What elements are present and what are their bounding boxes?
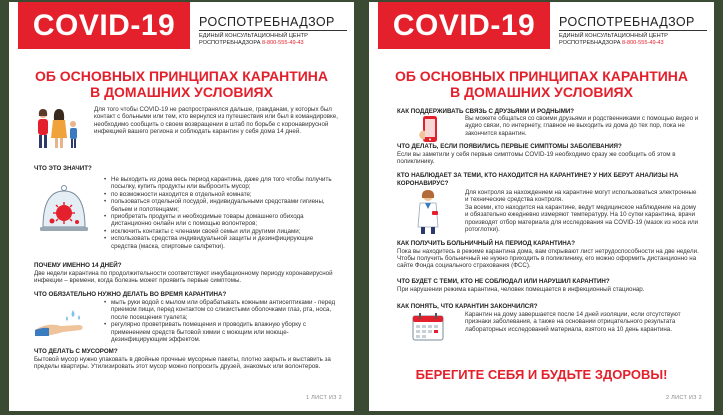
section-text: Бытовой мусор нужно упаковать в двойные прочные мусорные пакеты, плотно закрыть и выставить за пределы квартиры. Утилизировать этот мусор можно попросить друзей, знакомых или волонтеров. <box>34 355 331 370</box>
quarantine-rules-list <box>104 176 340 250</box>
section-text: Две недели карантина по продолжительности соответствуют инкубационному периоду коронавирусной инфекции – времени, когда болезнь может проявить первые симптомы. <box>34 269 333 284</box>
contact-line-2 <box>559 40 664 46</box>
section-heading: КАК ПОЛУЧИТЬ БОЛЬНИЧНЫЙ НА ПЕРИОД КАРАНТИНА? <box>397 240 575 247</box>
section-must-do-heading: ЧТО ОБЯЗАТЕЛЬНО НУЖНО ДЕЛАТЬ ВО ВРЕМЯ КАРАНТИНА? <box>34 291 227 298</box>
page-2 <box>369 2 714 411</box>
hand-soap-illustration <box>33 308 91 338</box>
section-text: Если вы заметили у себя первые симптомы COVID-19 необходимо сразу же сообщить об этом в поликлинику. <box>397 150 676 165</box>
covid-logo: COVID-19 <box>378 2 550 49</box>
list-item: • использовать средства индивидуальной защиты и дезинфицирующие средства (маска, спиртовые салфетки). <box>104 235 340 250</box>
list-item: • Не выходить из дома весь период карантина, даже для того чтобы получить посылку, купить продукты или выбросить мусор; <box>104 176 340 191</box>
org-name: РОСПОТРЕБНАДЗОР <box>199 15 335 29</box>
page-title <box>9 68 354 100</box>
section-why-14-days <box>34 262 340 284</box>
section-monitoring-heading: КТО НАБЛЮДАЕТ ЗА ТЕМИ, КТО НАХОДИТСЯ НА КАРАНТИНЕ? У НИХ БЕРУТ АНАЛИЗЫ НА КОРОНАВИРУС? <box>397 172 679 187</box>
section-text: Пока вы находитесь в режиме карантина дома, вам открывают лист нетрудоспособности на две недели. Чтобы получить больничный не нужно приходить в поликлинику, его можно оформить дистанционно на сайте Фонда социального страхования (ФСС). <box>397 247 699 270</box>
page-header <box>9 2 354 52</box>
smartphone-icon <box>417 115 443 145</box>
list-item: • исключить контакты с членами своей семьи или другими лицами; <box>104 228 340 235</box>
section-garbage <box>34 348 340 370</box>
section-heading: ЧТО БУДЕТ С ТЕМИ, КТО НЕ СОБЛЮДАЛ ИЛИ НАРУШИЛ КАРАНТИН? <box>397 278 610 285</box>
title-line-1: ОБ ОСНОВНЫХ ПРИНЦИПАХ КАРАНТИНА <box>394 68 689 84</box>
header-divider <box>559 30 707 31</box>
calendar-icon <box>411 312 445 342</box>
contact-line-1: ЕДИНЫЙ КОНСУЛЬТАЦИОННЫЙ ЦЕНТР <box>559 33 668 39</box>
title-line-2: В ДОМАШНИХ УСЛОВИЯХ <box>90 84 273 100</box>
section-heading: ЧТО ДЕЛАТЬ С МУСОРОМ? <box>34 348 118 355</box>
list-item: • приобретать продукты и необходимые товары домашнего обихода дистанционно онлайн или с помощью волонтеров; <box>104 213 340 228</box>
contact-line-2 <box>199 40 304 46</box>
section-text: Вы можете общаться со своими друзьями и родственниками с помощью видео и аудио связи, по интернету, главное не выходить из дома до тех пор, пока не закончится карантин. <box>465 115 699 137</box>
title-line-1: ОБ ОСНОВНЫХ ПРИНЦИПАХ КАРАНТИНА <box>34 68 329 84</box>
page-footer: 1 ЛИСТ ИЗ 2 <box>306 395 342 401</box>
section-contact-heading: КАК ПОДДЕРЖИВАТЬ СВЯЗЬ С ДРУЗЬЯМИ И РОДНЫМИ? <box>397 108 575 115</box>
section-text-2: За всеми, кто находится на карантине, ведут медицинское наблюдение на дому и обязательно ежедневно измеряют температуру. На 10 сутки карантина, врачи производят отбор материала для исследования на COVID-19 (мазок из носа или ротоглотки). <box>465 204 699 234</box>
page-footer: 2 ЛИСТ ИЗ 2 <box>666 395 702 401</box>
contact-line-1: ЕДИНЫЙ КОНСУЛЬТАЦИОННЫЙ ЦЕНТР <box>199 33 308 39</box>
contact-org: РОСПОТРЕБНАДЗОРА <box>199 40 261 46</box>
org-name: РОСПОТРЕБНАДЗОР <box>559 15 695 29</box>
header-divider <box>199 30 347 31</box>
contact-org: РОСПОТРЕБНАДЗОРА <box>559 40 621 46</box>
section-violation <box>397 278 700 293</box>
section-sick-leave <box>397 240 700 270</box>
list-item: • мыть руки водой с мылом или обрабатывать кожными антисептиками - перед приемом пищи, перед контактом со слизистыми оболочками глаз, рта, носа, после посещения туалета; <box>104 299 340 321</box>
virus-dome-illustration <box>39 185 89 235</box>
must-do-list <box>104 299 340 343</box>
list-item: • по возможности находится в отдельной комнате; <box>104 191 340 198</box>
section-heading: ЧТО ДЕЛАТЬ, ЕСЛИ ПОЯВИЛИСЬ ПЕРВЫЕ СИМПТОМЫ ЗАБОЛЕВАНИЯ? <box>397 143 622 150</box>
doctor-illustration <box>413 189 443 235</box>
page-header <box>369 2 714 52</box>
page-title <box>369 68 714 100</box>
section-text: Карантин на дому завершается после 14 дней изоляции, если отсутствуют признаки заболевания, а также на основании отрицательного результата лабораторных исследований материала, взятого на 10 день карантина. <box>465 311 681 333</box>
section-what-means-heading: ЧТО ЭТО ЗНАЧИТ? <box>34 165 92 172</box>
covid-logo: COVID-19 <box>18 2 190 49</box>
section-text-1: Для контроля за нахождением на карантине могут использоваться электронные и технические средства контроля. <box>465 189 697 204</box>
family-illustration <box>31 108 81 150</box>
list-item: • регулярно проветривать помещения и проводить влажную уборку с применением средств бытовой химии с моющим или моюще-дезинфицирующим эффектом. <box>104 321 340 343</box>
section-quarantine-end-heading: КАК ПОНЯТЬ, ЧТО КАРАНТИН ЗАКОНЧИЛСЯ? <box>397 303 538 310</box>
title-line-2: В ДОМАШНИХ УСЛОВИЯХ <box>450 84 633 100</box>
phone-number: 8-800-555-49-43 <box>261 40 304 46</box>
section-first-symptoms <box>397 143 700 165</box>
closing-slogan: БЕРЕГИТЕ СЕБЯ И БУДЬТЕ ЗДОРОВЫ! <box>415 367 668 382</box>
phone-number: 8-800-555-49-43 <box>621 40 664 46</box>
intro-text: Для того чтобы COVID-19 не распространялся дальше, гражданам, у которых был контакт с больными или тем, кто вернулся из путешествия или был в командировке, необходимо сообщить о своем возвращении в штаб по борьбе с коронавирусной инфекцией вашего региона и соблюдать карантин у себя дома 14 дней. <box>94 106 338 136</box>
list-item: • пользоваться отдельной посудой, индивидуальными средствами гигиены, бельем и полотенцами; <box>104 198 340 213</box>
page-1 <box>9 2 354 411</box>
section-heading: ПОЧЕМУ ИМЕННО 14 ДНЕЙ? <box>34 262 122 269</box>
section-text: При нарушении режима карантина, человек помещается в инфекционный стационар. <box>397 285 645 293</box>
